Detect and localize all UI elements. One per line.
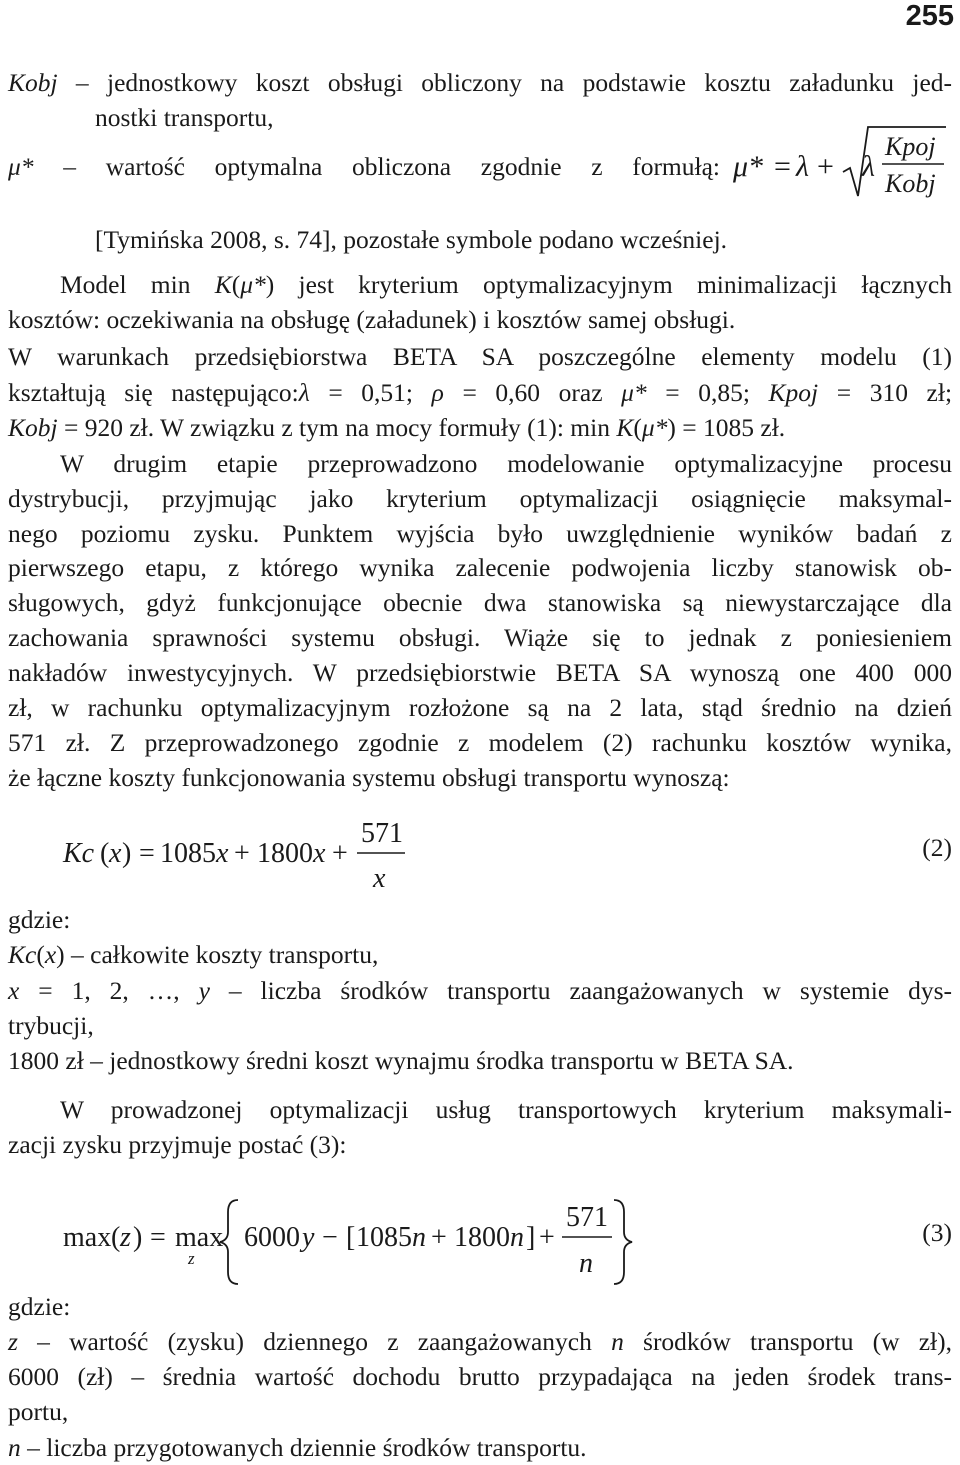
defs2-gdzie: gdzie: xyxy=(8,905,71,934)
para3-line-1: W drugim etapie przeprowadzono modelowanie optymalizacyjne procesu xyxy=(60,449,952,478)
para2-line-3: Kobj = 920 zł. W związku z tym na mocy formuły (1): min K(μ*) = 1085 zł. xyxy=(8,413,786,442)
def-kobj-symbol: Kobj xyxy=(8,68,58,97)
svg-text:+: + xyxy=(539,1222,555,1253)
svg-text:]: ] xyxy=(526,1222,536,1253)
svg-text:571: 571 xyxy=(566,1202,608,1233)
svg-text:n: n xyxy=(510,1222,524,1253)
svg-text:z: z xyxy=(120,1222,131,1253)
para3-line-9: 571 zł. Z przeprowadzonego zgodnie z modelem (2) rachunku kosztów wynika, xyxy=(8,728,952,757)
left-brace xyxy=(220,1200,238,1284)
para1-line-1: Model min K(μ*) jest kryterium optymalizacyjnym minimalizacji łącznych xyxy=(60,270,953,299)
svg-text:n: n xyxy=(579,1248,593,1279)
svg-text:z: z xyxy=(188,1249,195,1268)
svg-text:Kobj: Kobj xyxy=(885,169,936,198)
sqrt-sign xyxy=(843,127,946,196)
para3-line-5: sługowych, gdyż funkcjonujące obecnie dwa stanowiska są niewystarczające dla xyxy=(8,588,952,617)
svg-text:μ*: μ* xyxy=(733,150,764,183)
svg-text:6000: 6000 xyxy=(244,1222,300,1253)
equation-2 xyxy=(62,818,405,894)
para2-line-1: W warunkach przedsiębiorstwa BETA SA poszczególne elementy modelu (1) xyxy=(8,342,952,371)
svg-text:Kpoj: Kpoj xyxy=(885,132,936,161)
defs3-gdzie: gdzie: xyxy=(8,1292,71,1321)
para3-line-4: pierwszego etapu, z którego wynika zalecenie podwojenia liczby stanowisk ob- xyxy=(8,553,952,582)
svg-text:1085: 1085 xyxy=(160,838,216,869)
def-kobj-line-2: nostki transportu, xyxy=(95,103,274,132)
svg-text:y: y xyxy=(302,1222,315,1253)
svg-text:x: x xyxy=(373,863,386,894)
def-z-line: z – wartość (zysku) dziennego z zaangażowanych n środków transportu (w zł), xyxy=(8,1327,953,1356)
def-n-line: n – liczba przygotowanych dziennie środków transportu. xyxy=(8,1433,587,1462)
para3-line-8: zł, w rachunku optymalizacyjnym rozłożone są na 2 lata, stąd średnio na dzień xyxy=(8,693,952,722)
svg-text:=: = xyxy=(774,150,791,183)
svg-text:+: + xyxy=(332,838,348,869)
def-6000-line-2: portu, xyxy=(8,1397,69,1426)
svg-text:Kc: Kc xyxy=(63,838,95,869)
svg-text:1800: 1800 xyxy=(257,838,313,869)
svg-text:[: [ xyxy=(346,1222,356,1253)
para2-line-2: kształtują się następująco:λ = 0,51; ρ = 0,60 oraz μ* = 0,85; Kpoj = 310 zł; xyxy=(8,378,953,407)
equation-3-number: (3) xyxy=(922,1218,952,1247)
svg-text:): ) xyxy=(133,1222,143,1253)
svg-text:x: x xyxy=(313,838,326,869)
svg-text:x: x xyxy=(216,838,229,869)
svg-text:(: ( xyxy=(100,838,110,869)
def-kobj-line-1: Kobj – jednostkowy koszt obsługi obliczony na podstawie kosztu załadunku jed- xyxy=(8,68,953,97)
para3-line-10: że łączne koszty funkcjonowania systemu obsługi transportu wynoszą: xyxy=(8,763,730,792)
def-mu-reference: [Tymińska 2008, s. 74], pozostałe symbole podano wcześniej. xyxy=(95,225,728,254)
def-mu-symbol: μ* xyxy=(8,152,34,181)
def-6000-line-1: 6000 (zł) – średnia wartość dochodu brutto przypadająca na jeden środek trans- xyxy=(8,1362,952,1391)
def-x-line-2: trybucji, xyxy=(8,1011,94,1040)
page-number: 255 xyxy=(905,0,954,32)
svg-text:x: x xyxy=(109,838,122,869)
svg-text:max: max xyxy=(63,1222,112,1253)
svg-text:+: + xyxy=(234,838,250,869)
equation-3 xyxy=(63,1200,632,1284)
svg-text:+: + xyxy=(817,150,834,183)
svg-text:+: + xyxy=(431,1222,447,1253)
svg-text:1800: 1800 xyxy=(454,1222,510,1253)
svg-text:−: − xyxy=(322,1222,338,1253)
para3-line-7: nakładów inwestycyjnych. W przedsiębiorstwie BETA SA wynoszą one 400 000 xyxy=(8,658,952,687)
svg-text:n: n xyxy=(412,1222,426,1253)
svg-text:571: 571 xyxy=(361,818,403,849)
svg-text:=: = xyxy=(150,1222,166,1253)
svg-text:): ) xyxy=(122,838,132,869)
svg-text:=: = xyxy=(139,838,155,869)
right-brace xyxy=(614,1200,632,1284)
para1-line-2: kosztów: oczekiwania na obsługę (załadunek) i kosztów samej obsługi. xyxy=(8,305,736,334)
formula-mu-optimal xyxy=(732,127,946,198)
svg-text:(: ( xyxy=(111,1222,121,1253)
def-kc-line: Kc(x) – całkowite koszty transportu, xyxy=(8,940,379,969)
def-1800-line: 1800 zł – jednostkowy średni koszt wynajmu środka transportu w BETA SA. xyxy=(8,1046,794,1075)
svg-text:max: max xyxy=(175,1222,224,1253)
para3-line-2: dystrybucji, przyjmując jako kryterium optymalizacji osiągnięcie maksymal- xyxy=(8,484,952,513)
para4-line-2: zacji zysku przyjmuje postać (3): xyxy=(8,1130,347,1159)
svg-text:λ: λ xyxy=(862,150,875,183)
para3-line-6: zachowania sprawności systemu obsługi. Wiąże się to jednak z poniesieniem xyxy=(8,623,952,652)
equation-2-number: (2) xyxy=(922,833,952,862)
svg-text:λ: λ xyxy=(796,150,809,183)
def-x-line-1: x = 1, 2, …, y – liczba środków transportu zaangażowanych w systemie dys- xyxy=(8,976,952,1005)
para4-line-1: W prowadzonej optymalizacji usług transportowych kryterium maksymali- xyxy=(60,1095,952,1124)
para3-line-3: nego poziomu zysku. Punktem wyjścia było uwzględnienie wyników badań z xyxy=(8,519,952,548)
def-mu-line: μ* – wartość optymalna obliczona zgodnie z formułą: xyxy=(8,152,721,181)
svg-text:1085: 1085 xyxy=(356,1222,412,1253)
